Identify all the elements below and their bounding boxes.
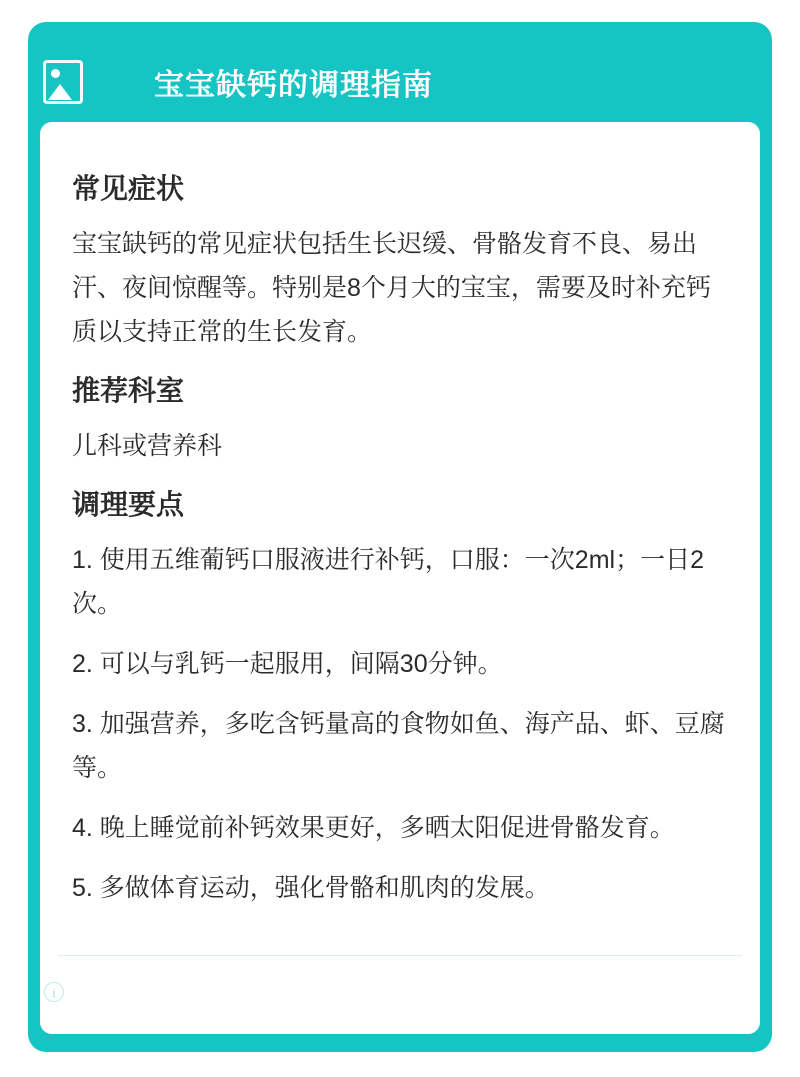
info-icon: i	[44, 982, 64, 1002]
list-item: 5. 多做体育运动，强化骨骼和肌肉的发展。	[72, 874, 550, 902]
thumbs-up-icon-palm	[700, 990, 734, 1016]
list-item: 4. 晚上睡觉前补钙效果更好，多晒太阳促进骨骼发育。	[72, 814, 675, 842]
thumbs-up-icon-cuff	[694, 994, 703, 1016]
footer-disclaimer: 京东互联网医院提醒您：内容仅供参考，如有相关疾病，请咨询专业医生，获取最适合您的治疗方案	[86, 974, 657, 1029]
section-text-symptoms: 宝宝缺钙的常见症状包括生长迟缓、骨骼发育不良、易出汗、夜间惊醒等。特别是8个月大的宝宝，需要及时补充钙质以支持正常的生长发育。	[72, 230, 711, 346]
list-item: 2. 可以与乳钙一起服用，间隔30分钟。	[72, 650, 503, 678]
page-title: 宝宝缺钙的调理指南	[154, 69, 433, 102]
document-image-icon	[43, 60, 89, 106]
list-item: 3. 加强营养，多吃含钙量高的食物如鱼、海产品、虾、豆腐等。	[72, 710, 725, 782]
section-heading-symptoms: 常见症状	[72, 173, 185, 204]
info-card	[28, 22, 772, 1052]
footer-divider	[58, 955, 742, 956]
content-sheet	[40, 122, 760, 1034]
thumbs-up-icon[interactable]	[694, 976, 740, 1020]
document-image-icon-mountain	[48, 84, 72, 100]
section-heading-department: 推荐科室	[72, 375, 185, 406]
footer	[42, 958, 758, 1036]
section-text-department: 儿科或营养科	[72, 432, 223, 460]
document-image-icon-sun	[51, 69, 60, 78]
list-item: 1. 使用五维葡钙口服液进行补钙，口服：一次2ml；一日2次。	[72, 546, 704, 618]
section-heading-points: 调理要点	[72, 489, 185, 520]
